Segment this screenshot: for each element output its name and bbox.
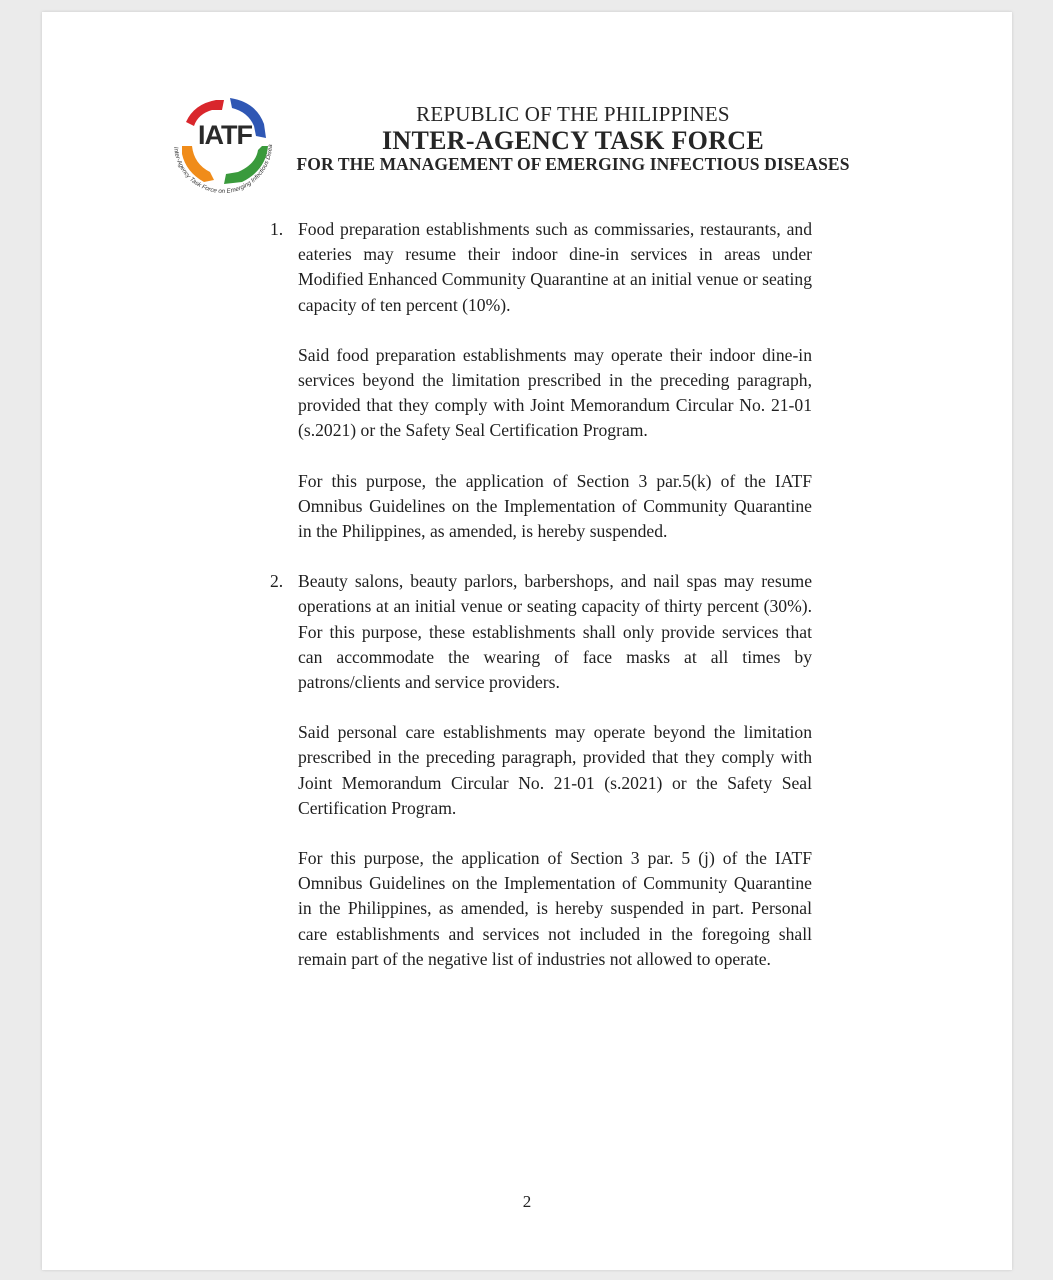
logo-ring-text: Inter-Agency Task Force on Emerging Infectious Disea: [172, 144, 275, 195]
paragraph: Food preparation establishments such as commissaries, restaurants, and eateries may resume their indoor dine-in services in areas under Modified Enhanced Community Quarantine at an initial venue or seating capacity of ten percent (10%).: [298, 219, 812, 315]
item-number: 2.: [270, 571, 284, 592]
list-item-2: [270, 569, 812, 972]
header-agency: INTER-AGENCY TASK FORCE: [381, 126, 765, 155]
document-body: [270, 217, 812, 972]
page-number: 2: [522, 1192, 532, 1211]
paragraph: For this purpose, the application of Section 3 par.5(k) of the IATF Omnibus Guidelines on the Implementation of Community Quarantine in the Philippines, as amended, is hereby suspended.: [298, 470, 812, 542]
iatf-seal-logo: [164, 84, 282, 204]
paragraph: Said personal care establishments may operate beyond the limitation prescribed in the preceding paragraph, provided that they comply with Joint Memorandum Circular No. 21-01 (s.2021) or the Safety Seal Certification Program.: [298, 722, 812, 818]
paragraph: For this purpose, the application of Section 3 par. 5 (j) of the IATF Omnibus Guidelines on the Implementation of Community Quarantine in the Philippines, as amended, is hereby suspended in part. Personal care establishments and services not included in the foregoing shall remain part of the negative list of industries not allowed to operate.: [298, 848, 812, 969]
header-subtitle: FOR THE MANAGEMENT OF EMERGING INFECTIOUS DISEASES: [296, 154, 850, 174]
header-republic: REPUBLIC OF THE PHILIPPINES: [416, 102, 730, 126]
logo-text: IATF: [198, 120, 252, 150]
paragraph: Beauty salons, beauty parlors, barbershops, and nail spas may resume operations at an initial venue or seating capacity of thirty percent (30%). For this purpose, these establishments shall only provide services that can accommodate the wearing of face masks at all times by patrons/clients and service providers.: [298, 571, 812, 693]
item-number: 1.: [270, 219, 284, 239]
letterhead: [290, 104, 856, 174]
paragraph: Said food preparation establishments may operate their indoor dine-in services beyond the limitation prescribed in the preceding paragraph, provided that they comply with Joint Memorandum Circular No. 21-01 (s.2021) or the Safety Seal Certification Program.: [298, 344, 812, 441]
document-page: [42, 12, 1012, 1270]
list-item-1: [270, 217, 812, 544]
